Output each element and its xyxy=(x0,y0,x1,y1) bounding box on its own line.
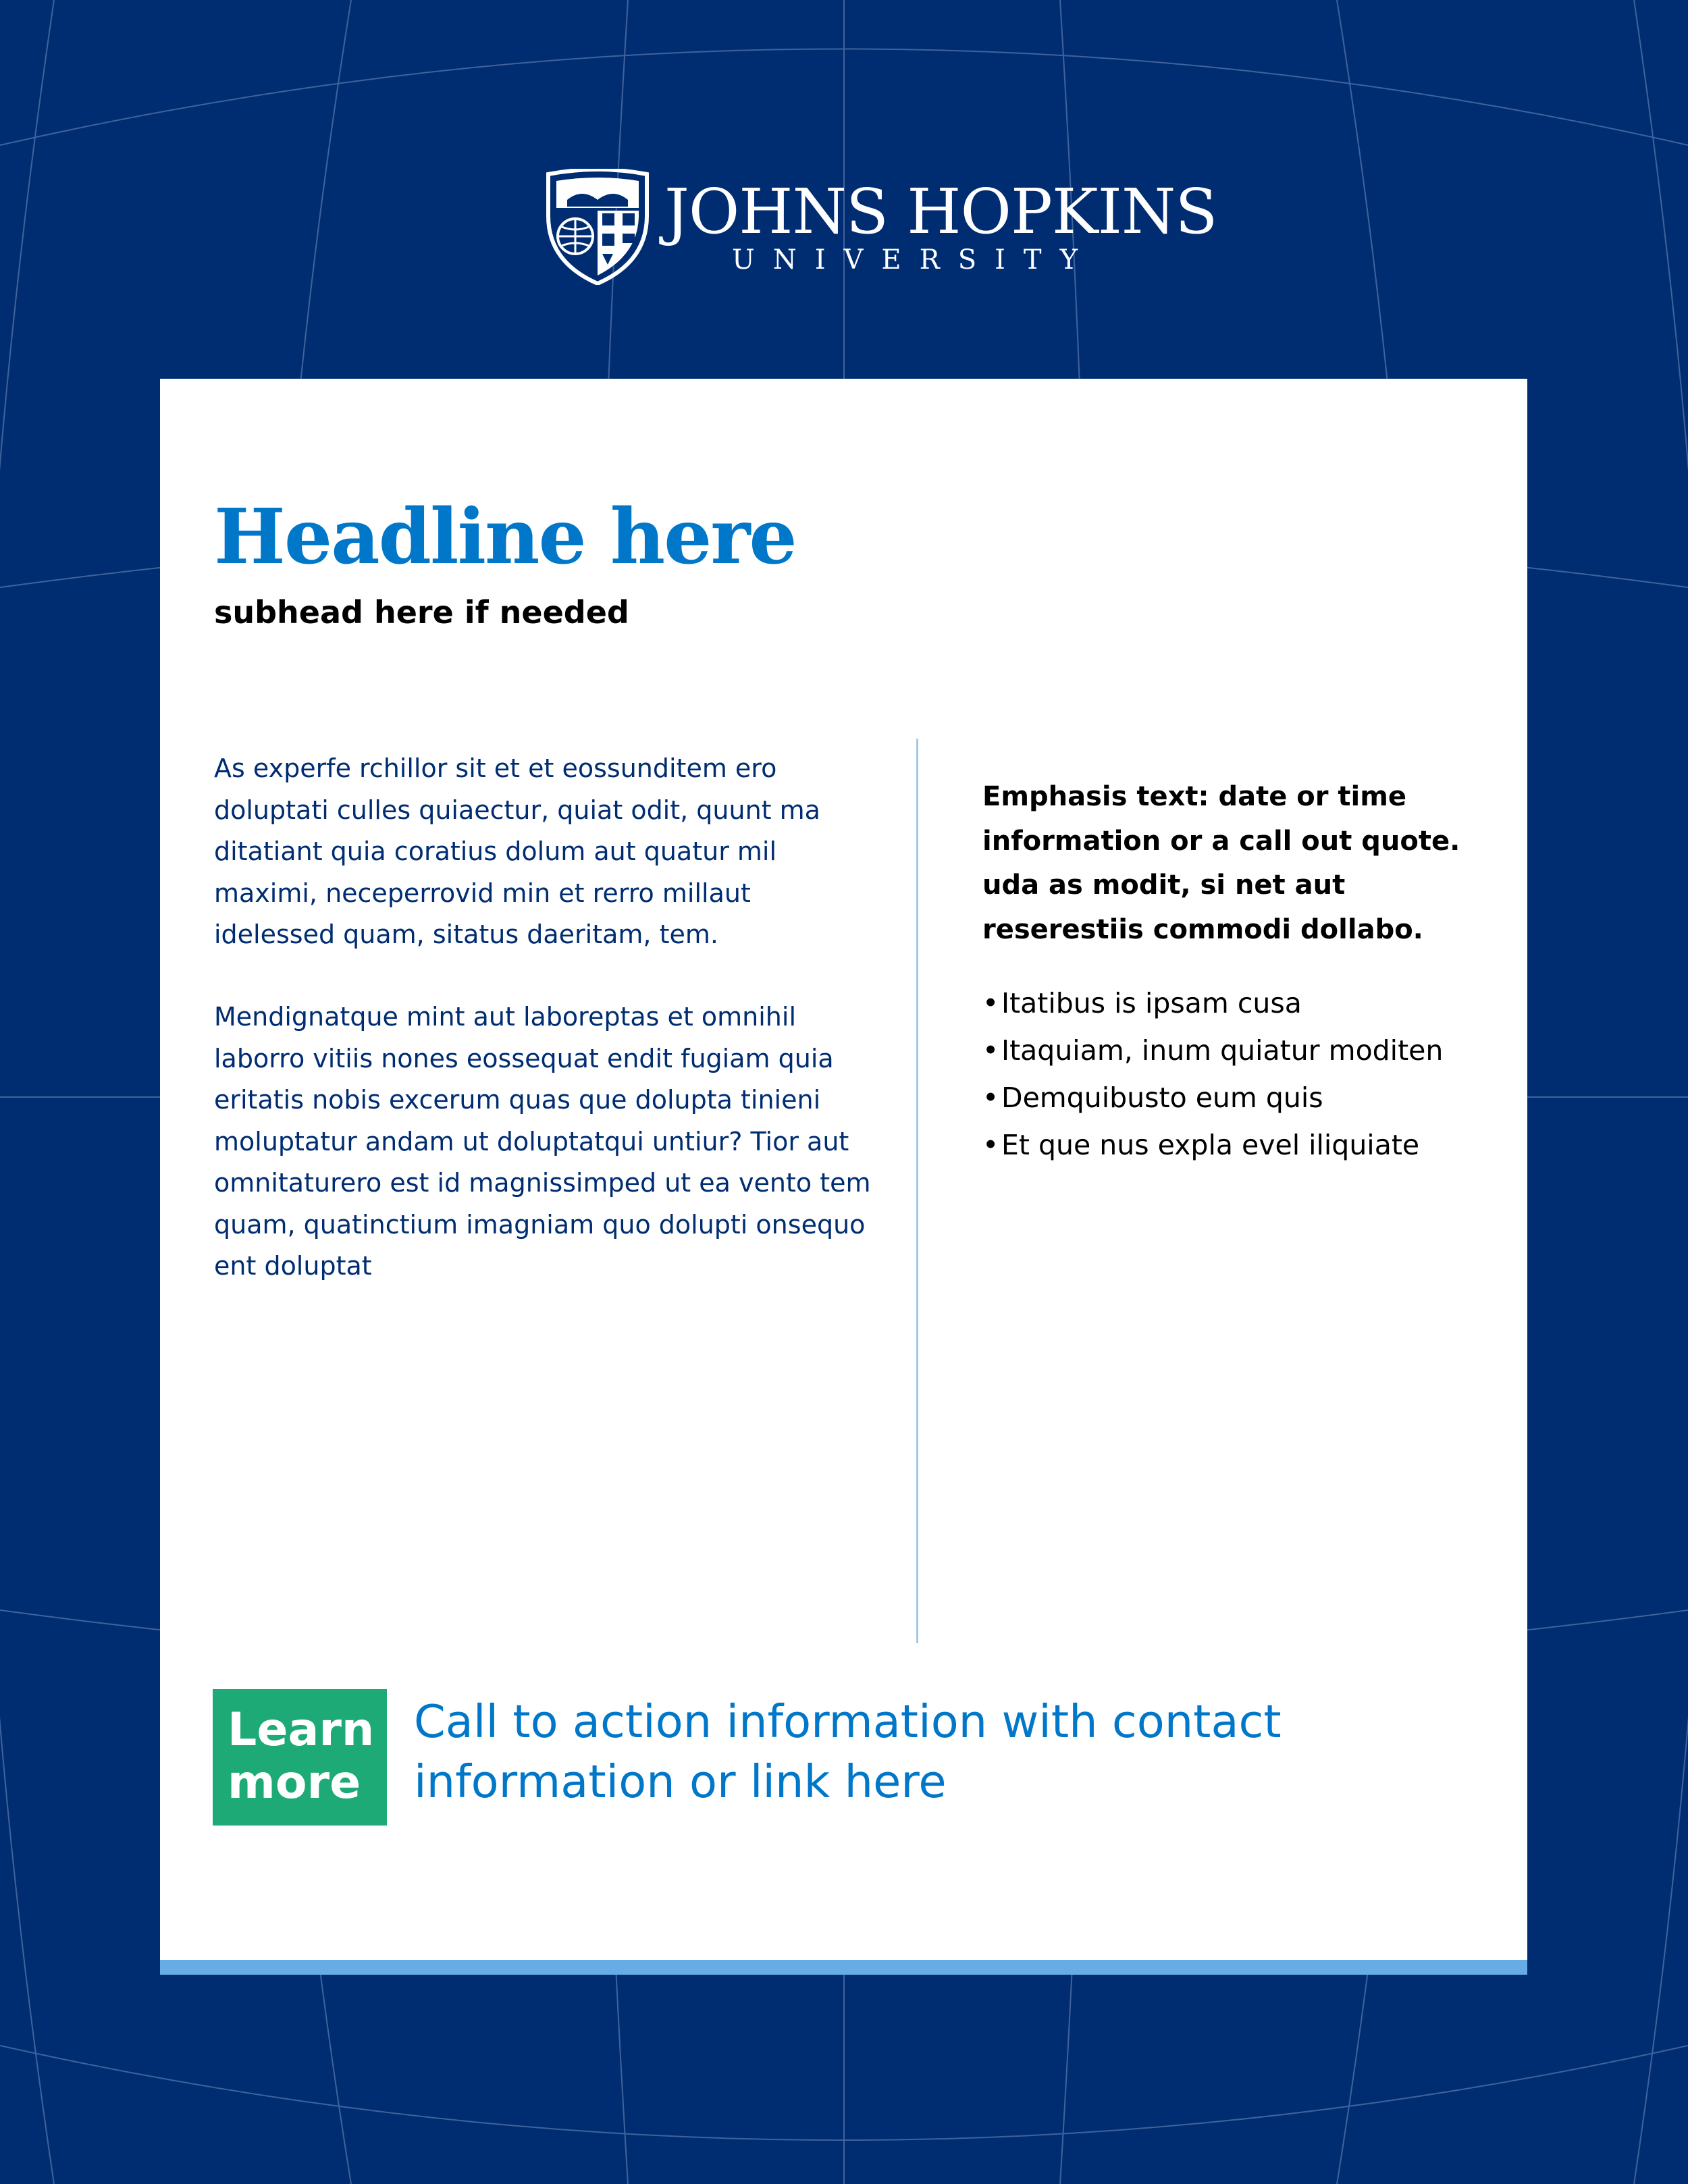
page-headline: Headline here xyxy=(214,493,796,581)
logo-wordmark: JOHNS HOPKINS xyxy=(664,176,1217,248)
list-item-text: Itatibus is ipsam cusa xyxy=(1001,987,1302,1019)
call-to-action-text[interactable]: Call to action information with contact information or link here xyxy=(414,1695,1282,1808)
page-subhead: subhead here if needed xyxy=(214,594,629,631)
university-logo xyxy=(540,169,1217,287)
bullet-list xyxy=(982,980,1443,1169)
emphasis-text: Emphasis text: date or time information or a call out quote. uda as modit, si net aut reserestiis commodi dollabo. xyxy=(982,781,1460,945)
list-item-text: Demquibusto eum quis xyxy=(1001,1082,1323,1114)
bullet-icon: • xyxy=(982,1129,999,1161)
bullet-icon: • xyxy=(982,987,999,1019)
card-accent-bar xyxy=(160,1960,1527,1975)
learn-more-label-line-2: more xyxy=(228,1756,361,1809)
content-card xyxy=(160,379,1527,1967)
list-item-text: Itaquiam, inum quiatur moditen xyxy=(1001,1034,1444,1067)
bullet-icon: • xyxy=(982,1034,999,1067)
list-item-text: Et que nus expla evel iliquiate xyxy=(1001,1129,1420,1161)
learn-more-button[interactable] xyxy=(213,1689,387,1826)
list-item xyxy=(982,1027,1443,1074)
list-item xyxy=(982,1121,1443,1169)
learn-more-label-line-1: Learn xyxy=(228,1703,375,1757)
body-paragraph-2: Mendignatque mint aut laboreptas et omnihil laborro vitiis nones eossequat endit fugiam quia eritatis nobis excerum quas que dolupta tinieni moluptatur andam ut doluptatqui untiur? Tior aut omnitaturero est id magnissimped ut ea vento tem quam, quatinctium imagniam quo dolupti onsequo ent doluptat xyxy=(214,1002,871,1281)
bullet-icon: • xyxy=(982,1082,999,1114)
list-item xyxy=(982,1074,1443,1121)
column-divider xyxy=(916,739,918,1643)
logo-subtitle: UNIVERSITY xyxy=(732,244,1097,275)
list-item xyxy=(982,980,1443,1027)
body-paragraph-1: As experfe rchillor sit et et eossunditem ero doluptati culles quiaectur, quiat odit, quunt ma ditatiant quia coratius dolum aut quatur mil maximi, neceperrovid min et rerro millaut idelessed quam, sitatus daeritam, tem. xyxy=(214,753,820,949)
university-shield-icon xyxy=(540,169,655,285)
